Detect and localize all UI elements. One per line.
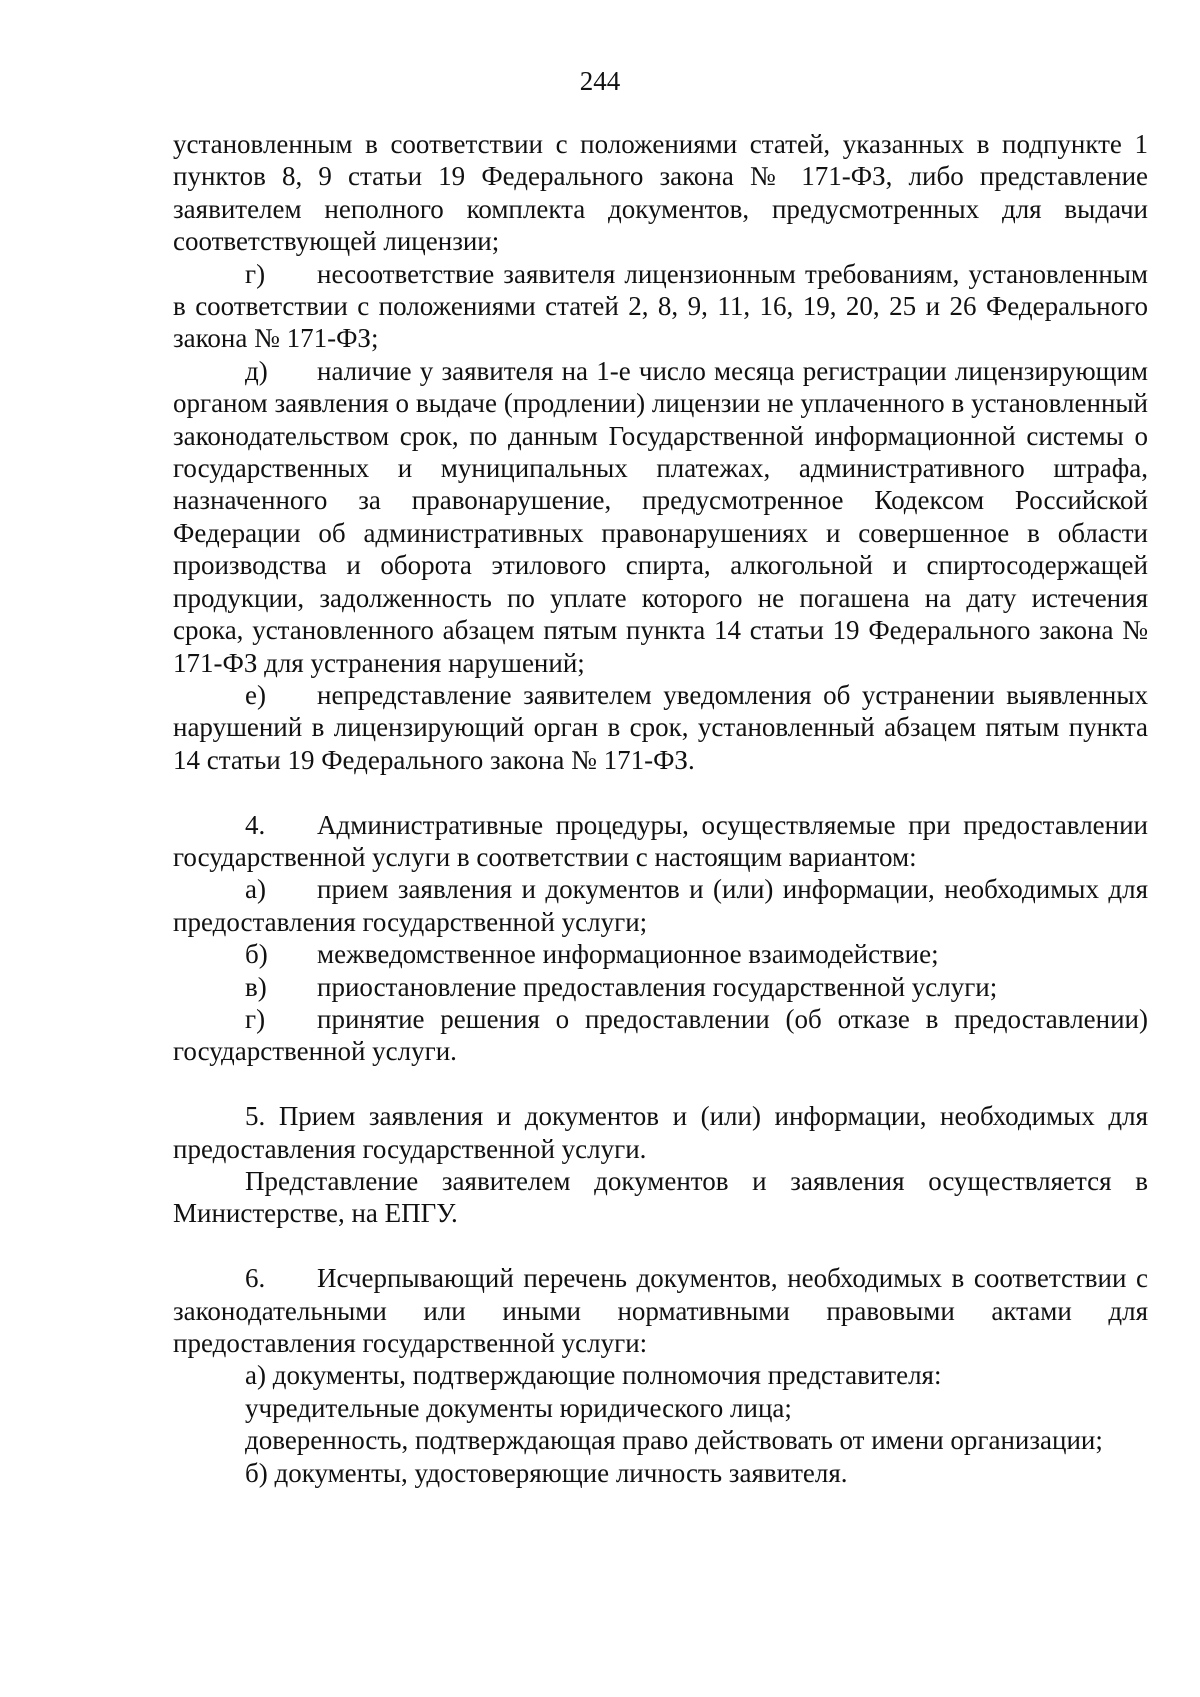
paragraph-text: принятие решения о предоставлении (об отказе в предоставлении) государственной услуги.	[173, 1003, 1148, 1067]
section-number: 6.	[245, 1263, 266, 1294]
paragraph-continuation: установленным в соответствии с положениями статей, указанных в подпункте 1 пунктов 8, 9 статьи 19 Федерального закона № 171-ФЗ, либо представление заявителем неполного комплекта документов, предусмотренных для выдачи соответствующей лицензии;	[173, 129, 1148, 257]
paragraph-item-v	[173, 971, 1148, 1003]
page-number: 244	[579, 66, 621, 96]
paragraph-text: наличие у заявителя на 1-е число месяца регистрации лицензирующим органом заявления о выдаче (продлении) лицензии не уплаченного в установленный законодательством срок, по данным Государственной информационной системы о государственных и муниципальных платежах, административного штрафа, назначенного за правонарушение, предусмотренное Кодексом Российской Федерации об административных правонарушениях и совершенное в области производства и оборота этилового спирта, алкогольной и спиртосодержащей продукции, задолженность по уплате которого не погашена на дату истечения срока, установленного абзацем пятым пункта 14 статьи 19 Федерального закона № 171-ФЗ для устранения нарушений;	[173, 355, 1148, 678]
paragraph-text: Административные процедуры, осуществляемые при предоставлении государственной услуги в соответствии с настоящим вариантом:	[173, 809, 1148, 872]
paragraph-text: непредставление заявителем уведомления об устранении выявленных нарушений в лицензирующий орган в срок, установленный абзацем пятым пункта 14 статьи 19 Федерального закона № 171-ФЗ.	[173, 679, 1148, 775]
paragraph-text: приостановление предоставления государственной услуги;	[317, 971, 998, 1002]
item-marker: д)	[245, 355, 268, 386]
paragraph-subitem-b: б) документы, удостоверяющие личность заявителя.	[245, 1457, 848, 1488]
item-marker: г)	[245, 1003, 266, 1034]
item-marker: б)	[245, 939, 268, 970]
paragraph-line: учредительные документы юридического лица;	[245, 1392, 792, 1423]
paragraph-text: межведомственное информационное взаимодействие;	[317, 939, 939, 970]
paragraph-subitem-a: а) документы, подтверждающие полномочия представителя:	[245, 1360, 942, 1391]
paragraph-text: Представление заявителем документов и заявления осуществляется в Министерстве, на ЕПГУ.	[173, 1165, 1148, 1229]
item-marker: г)	[245, 258, 266, 289]
paragraph-text: прием заявления и документов и (или) информации, необходимых для предоставления государственной услуги;	[173, 874, 1148, 937]
paragraph-line: доверенность, подтверждающая право действовать от имени организации;	[245, 1425, 1103, 1456]
section-number: 4.	[245, 809, 266, 840]
paragraph-item-e	[173, 679, 1148, 776]
paragraph-item-d	[173, 355, 1148, 679]
paragraph-item-g	[173, 258, 1148, 355]
item-marker: е)	[245, 679, 266, 710]
document-body	[173, 128, 1148, 1489]
section-4-heading	[173, 809, 1148, 874]
paragraph-text: Исчерпывающий перечень документов, необходимых в соответствии с законодательными или иными нормативными правовыми актами для предоставления государственной услуги:	[173, 1263, 1148, 1358]
paragraph-item-b	[173, 938, 1148, 970]
item-marker: в)	[245, 971, 267, 1002]
section-5-heading: 5. Прием заявления и документов и (или) информации, необходимых для предоставления государственной услуги.	[173, 1101, 1148, 1164]
paragraph-item-g-2	[173, 1003, 1148, 1068]
paragraph-text: несоответствие заявителя лицензионным требованиям, установленным в соответствии с положениями статей 2, 8, 9, 11, 16, 19, 20, 25 и 26 Федерального закона № 171-ФЗ;	[173, 258, 1148, 354]
item-marker: а)	[245, 874, 266, 905]
paragraph-item-a	[173, 873, 1148, 938]
section-6-heading	[173, 1262, 1148, 1359]
